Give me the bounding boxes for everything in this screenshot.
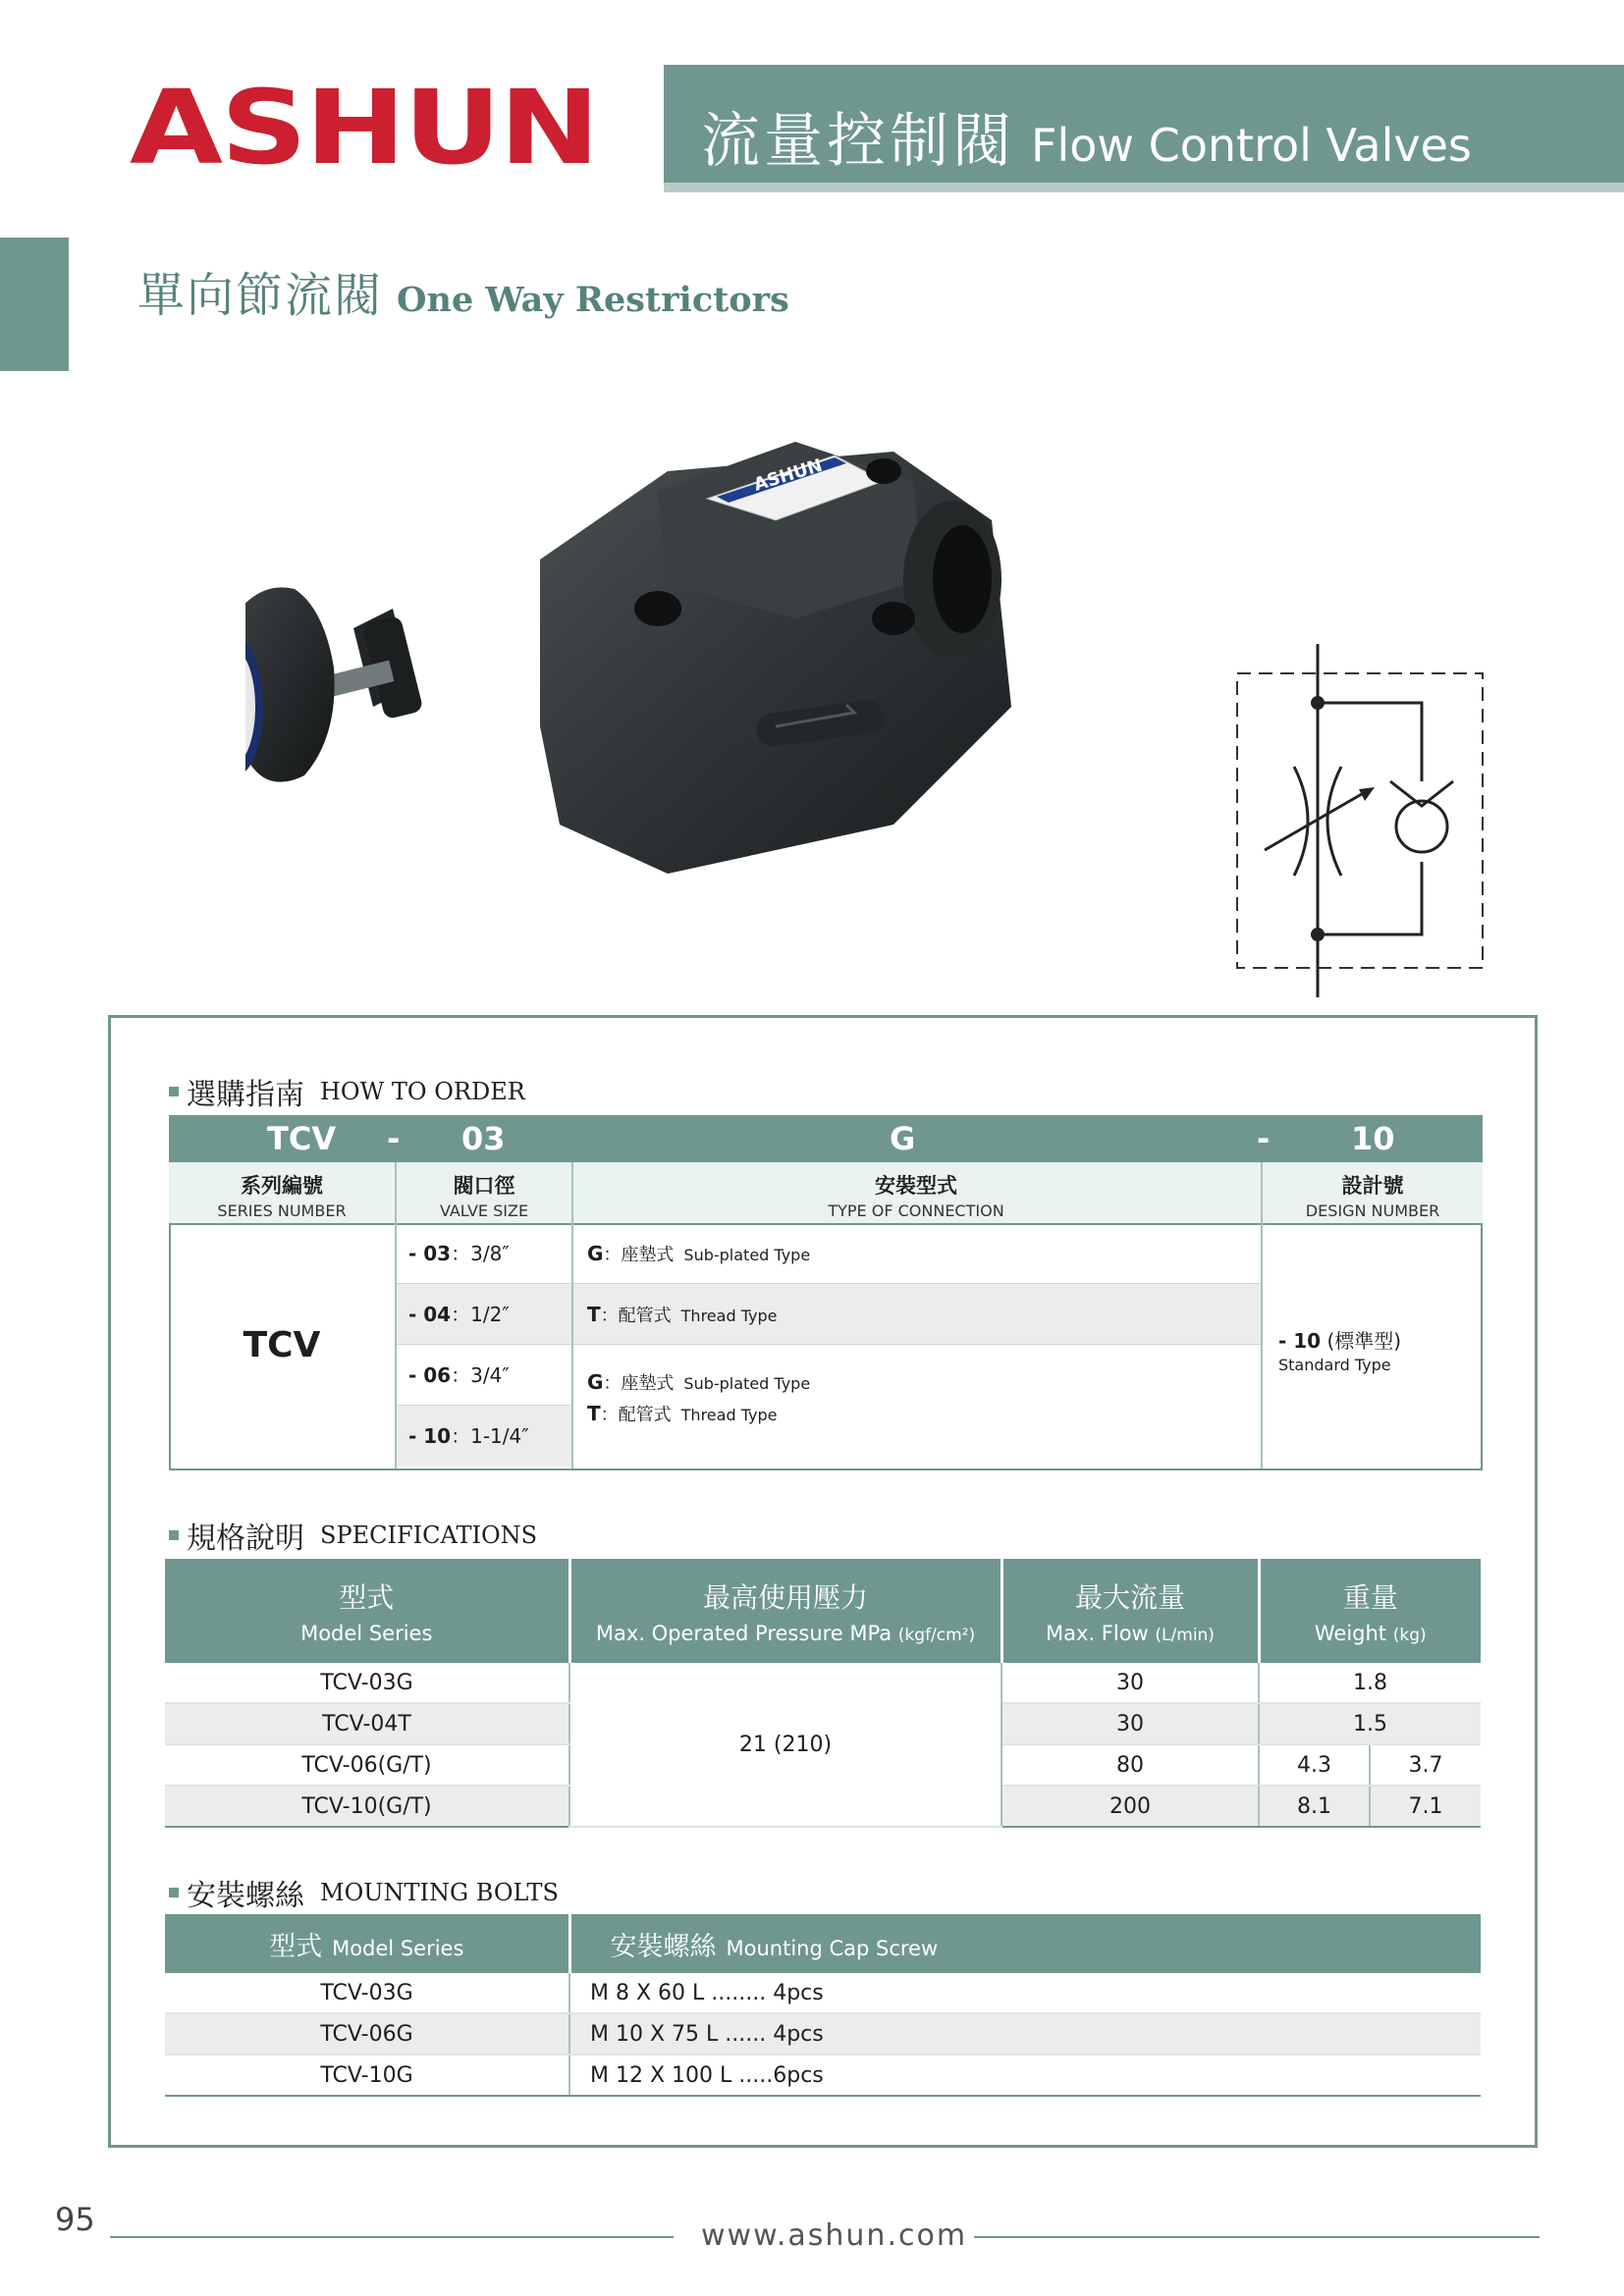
connection-zh: 配管式 — [618, 1405, 672, 1425]
col-series-number — [169, 1162, 395, 1223]
table-row — [165, 2055, 1481, 2096]
connection-code: T — [587, 1303, 601, 1326]
spec-col-model — [165, 1559, 569, 1663]
order-column-headers — [169, 1162, 1483, 1225]
side-accent-bar — [0, 238, 69, 371]
connection-en: Thread Type — [680, 1406, 778, 1424]
size-option-03 — [397, 1223, 571, 1284]
divider — [169, 1223, 171, 1468]
bolt-model: TCV-10G — [165, 2055, 569, 2096]
code-size: 03 — [461, 1120, 506, 1157]
table-row — [165, 2013, 1481, 2055]
size-code: - 04 — [408, 1303, 452, 1326]
nameplate-text: ASHUN — [751, 454, 825, 496]
col-connection-type — [571, 1162, 1261, 1223]
separator: ： — [600, 1405, 619, 1425]
col-connection-type-en: TYPE OF CONNECTION — [828, 1201, 1004, 1220]
size-value: 1/2″ — [470, 1303, 510, 1326]
separator: ： — [451, 1424, 471, 1448]
divider — [1261, 1162, 1263, 1223]
page-number: 95 — [55, 2201, 95, 2238]
bolts-col-screw — [569, 1914, 1481, 1973]
size-value: 3/8″ — [470, 1242, 510, 1265]
bolts-col-model — [165, 1914, 569, 1973]
page-title — [701, 94, 1472, 179]
footer-rule-left — [110, 2236, 674, 2238]
divider — [1261, 1223, 1263, 1468]
order-body — [169, 1223, 1483, 1470]
spec-weight-g: 4.3 — [1259, 1744, 1370, 1786]
spec-col-flow-en: Max. Flow — [1046, 1622, 1149, 1645]
series-value: TCV — [243, 1325, 321, 1365]
section-title-zh: 單向節流閥 — [137, 268, 384, 323]
bolt-screw: M 10 X 75 L ...... 4pcs — [569, 2013, 1481, 2055]
spec-col-weight-unit: (kg) — [1392, 1626, 1427, 1645]
logo-text: ASHUN — [130, 68, 598, 187]
spec-model: TCV-06(G/T) — [165, 1744, 569, 1786]
footer-rule-right — [974, 2236, 1540, 2238]
spec-col-weight — [1259, 1559, 1481, 1663]
spec-col-flow — [1001, 1559, 1259, 1663]
connection-code: G — [587, 1370, 604, 1394]
bolts-header-row — [165, 1914, 1481, 1973]
design-code: - 10 — [1278, 1329, 1322, 1353]
spec-col-pressure-en: Max. Operated Pressure MPa — [595, 1622, 893, 1645]
mounting-bolts-heading — [169, 1871, 559, 1914]
separator: ： — [603, 1373, 622, 1394]
separator: ： — [451, 1242, 471, 1265]
divider — [395, 1162, 397, 1223]
bolts-col-screw-zh: 安裝螺絲 — [610, 1931, 717, 1962]
code-dash-1: - — [387, 1120, 401, 1157]
spec-col-flow-zh: 最大流量 — [1074, 1581, 1185, 1614]
bullet-square-icon — [169, 1530, 179, 1540]
code-connection: G — [890, 1120, 916, 1157]
size-code: - 03 — [408, 1242, 452, 1265]
connection-zh: 配管式 — [618, 1306, 672, 1326]
size-code: - 10 — [408, 1424, 452, 1448]
spec-weight: 1.5 — [1259, 1703, 1481, 1744]
spec-flow: 30 — [1001, 1663, 1259, 1703]
spec-col-pressure-zh: 最高使用壓力 — [702, 1581, 868, 1614]
mounting-bolts-table — [165, 1914, 1481, 2097]
spec-weight: 1.8 — [1259, 1663, 1481, 1703]
spec-model: TCV-10(G/T) — [165, 1786, 569, 1827]
table-row — [165, 1663, 1481, 1703]
divider — [571, 1223, 573, 1468]
divider — [1481, 1223, 1483, 1468]
section-title — [137, 257, 789, 325]
page-title-en: Flow Control Valves — [1031, 119, 1472, 172]
bolt-model: TCV-03G — [165, 1973, 569, 2013]
design-zh: (標準型) — [1326, 1329, 1402, 1353]
footer-url: www.ashun.com — [701, 2218, 968, 2253]
size-value: 3/4″ — [470, 1363, 510, 1387]
spec-flow: 30 — [1001, 1703, 1259, 1744]
spec-pressure: 21 (210) — [569, 1663, 1001, 1827]
col-design-number-zh: 設計號 — [1341, 1174, 1404, 1198]
spec-col-flow-unit: (L/min) — [1155, 1626, 1215, 1645]
connection-zh: 座墊式 — [621, 1373, 675, 1394]
col-design-number-en: DESIGN NUMBER — [1305, 1201, 1440, 1220]
col-connection-type-zh: 安裝型式 — [875, 1174, 957, 1198]
bolt-screw: M 8 X 60 L ........ 4pcs — [569, 1973, 1481, 2013]
code-dash-2: - — [1257, 1120, 1271, 1157]
col-series-number-zh: 系列編號 — [241, 1174, 323, 1198]
connection-en: Sub-plated Type — [683, 1374, 811, 1393]
separator: ： — [603, 1245, 622, 1265]
size-value: 1-1/4″ — [470, 1424, 529, 1448]
spec-weight-t: 3.7 — [1370, 1744, 1481, 1786]
spec-weight-g: 8.1 — [1259, 1786, 1370, 1827]
bolts-col-screw-en: Mounting Cap Screw — [726, 1936, 939, 1960]
spec-header-row — [165, 1559, 1481, 1663]
connection-zh: 座墊式 — [621, 1245, 675, 1265]
connection-code: T — [587, 1402, 601, 1425]
bolt-screw: M 12 X 100 L .....6pcs — [569, 2055, 1481, 2096]
connection-en: Thread Type — [680, 1307, 778, 1325]
col-valve-size-en: VALVE SIZE — [439, 1201, 529, 1220]
size-option-04 — [397, 1284, 571, 1345]
col-series-number-en: SERIES NUMBER — [217, 1201, 347, 1220]
spec-model: TCV-04T — [165, 1703, 569, 1744]
connection-en: Sub-plated Type — [683, 1246, 811, 1264]
spec-flow: 200 — [1001, 1786, 1259, 1827]
hydraulic-symbol — [1218, 644, 1492, 997]
connection-option-g-large — [571, 1366, 1261, 1400]
spec-col-model-en: Model Series — [300, 1622, 433, 1645]
design-number-value — [1278, 1325, 1401, 1374]
header-band-shadow — [664, 183, 1624, 192]
mounting-bolts-heading-zh: 安裝螺絲 — [187, 1879, 304, 1913]
connection-option-t — [571, 1284, 1261, 1345]
specifications-heading — [169, 1514, 537, 1557]
spec-col-model-zh: 型式 — [339, 1581, 395, 1614]
divider — [395, 1223, 397, 1468]
section-title-en: One Way Restrictors — [397, 280, 789, 320]
separator: ： — [451, 1363, 471, 1387]
spec-col-pressure — [569, 1559, 1001, 1663]
design-en: Standard Type — [1278, 1356, 1391, 1374]
product-photo — [245, 412, 1090, 923]
spec-col-weight-en: Weight — [1314, 1622, 1387, 1645]
spec-col-weight-zh: 重量 — [1342, 1581, 1398, 1614]
specifications-heading-zh: 規格說明 — [187, 1522, 304, 1556]
table-row — [165, 1973, 1481, 2013]
bullet-square-icon — [169, 1888, 179, 1897]
spec-col-pressure-unit: (kgf/cm²) — [897, 1626, 976, 1645]
size-option-10 — [397, 1406, 571, 1467]
how-to-order-heading-zh: 選購指南 — [187, 1078, 304, 1112]
connection-option-t-large — [571, 1398, 1261, 1431]
bullet-square-icon — [169, 1087, 179, 1096]
spec-model: TCV-03G — [165, 1663, 569, 1703]
connection-code: G — [587, 1242, 604, 1265]
separator: ： — [451, 1303, 471, 1326]
ashun-logo — [130, 68, 598, 187]
how-to-order-heading-en: HOW TO ORDER — [320, 1078, 525, 1105]
order-code-bar — [169, 1115, 1483, 1162]
bolts-col-model-zh: 型式 — [269, 1931, 323, 1962]
specifications-heading-en: SPECIFICATIONS — [320, 1522, 538, 1549]
divider — [571, 1162, 573, 1223]
spec-flow: 80 — [1001, 1744, 1259, 1786]
bolts-col-model-en: Model Series — [332, 1936, 464, 1960]
col-valve-size-zh: 閥口徑 — [453, 1174, 515, 1198]
specifications-table — [165, 1559, 1481, 1828]
bolt-model: TCV-06G — [165, 2013, 569, 2055]
mounting-bolts-heading-en: MOUNTING BOLTS — [320, 1879, 559, 1906]
col-valve-size — [397, 1162, 571, 1223]
separator: ： — [600, 1306, 619, 1326]
page-title-zh: 流量控制閥 — [701, 107, 1015, 176]
size-option-06 — [397, 1345, 571, 1406]
code-series: TCV — [267, 1120, 337, 1157]
how-to-order-heading — [169, 1070, 525, 1113]
col-design-number — [1263, 1162, 1483, 1223]
spec-weight-t: 7.1 — [1370, 1786, 1481, 1827]
size-code: - 06 — [408, 1363, 452, 1387]
connection-option-g — [571, 1223, 1261, 1284]
code-design: 10 — [1351, 1120, 1395, 1157]
